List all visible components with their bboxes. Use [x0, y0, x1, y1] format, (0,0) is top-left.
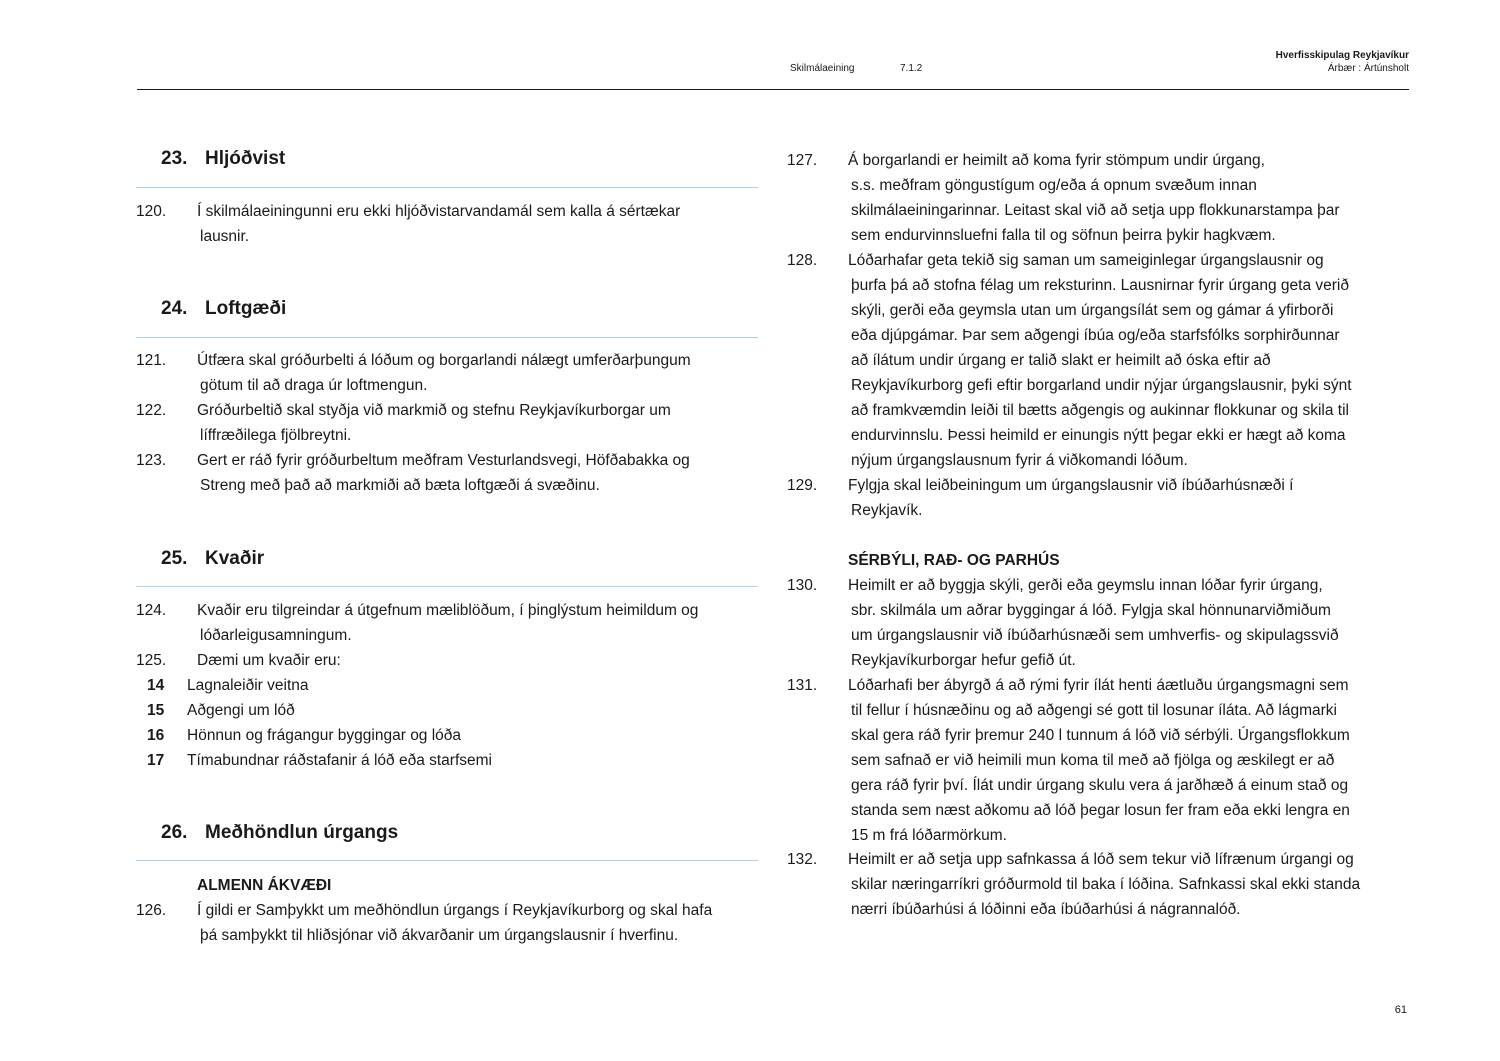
paragraph-line: gera ráð fyrir því. Ílát undir úrgang skulu vera á jarðhæð á einum stað og [851, 777, 1349, 794]
paragraph-line: nýjum úrgangslausnum fyrir á viðkomandi lóðum. [851, 452, 1188, 469]
list-item-text: Lagnaleiðir veitna [187, 677, 309, 694]
section-number: 25. [161, 548, 188, 569]
paragraph-number: 121. [136, 352, 167, 369]
header-doc-subtitle: Árbær : Ártúnsholt [1327, 63, 1409, 74]
paragraph-line: skilmálaeiningarinnar. Leitast skal við að setja upp flokkunarstampa þar [851, 202, 1340, 219]
section-rule [136, 860, 758, 861]
paragraph-number: 130. [787, 577, 818, 594]
paragraph-line: nærri íbúðarhúsi á lóðinni eða íbúðarhúsi á nágrannalóð. [851, 901, 1241, 918]
paragraph-number: 123. [136, 452, 167, 469]
header-divider [137, 89, 1409, 90]
paragraph-number: 132. [787, 851, 818, 868]
paragraph-line: sbr. skilmála um aðrar byggingar á lóð. Fylgja skal hönnunarviðmiðum [851, 602, 1331, 619]
section-number: 26. [161, 822, 188, 843]
section-rule [136, 337, 758, 338]
paragraph-number: 120. [136, 203, 167, 220]
paragraph-line: Heimilt er að byggja skýli, gerði eða geymslu innan lóðar fyrir úrgang, [848, 577, 1323, 594]
paragraph-line: sem safnað er við heimili mun koma til með að fjölga og æskilegt er að [851, 752, 1335, 769]
paragraph-line: þá samþykkt til hliðsjónar við ákvarðanir um úrgangslausnir í hverfinu. [200, 927, 679, 944]
page-number: 61 [1394, 1004, 1407, 1016]
paragraph-line: skal gera ráð fyrir þremur 240 l tunnum á lóð við sérbýli. Úrgangsflokkum [851, 727, 1350, 744]
paragraph-number: 127. [787, 152, 818, 169]
paragraph-line: endurvinnslu. Þessi heimild er einungis nýtt þegar ekki er hægt að koma [851, 427, 1346, 444]
section-heading-25 [161, 548, 264, 570]
paragraph-line: Dæmi um kvaðir eru: [197, 652, 341, 669]
paragraph-line: eða djúpgámar. Þar sem aðgengi íbúa og/eða starfsfólks sorphirðunnar [851, 327, 1340, 344]
paragraph-line: Gróðurbeltið skal styðja við markmið og stefnu Reykjavíkurborgar um [197, 402, 671, 419]
paragraph-line: Lóðarhafi ber ábyrgð á að rými fyrir ílát henti áætluðu úrgangsmagni sem [848, 677, 1349, 694]
paragraph-line: s.s. meðfram göngustígum og/eða á opnum svæðum innan [851, 177, 1257, 194]
paragraph-number: 122. [136, 402, 167, 419]
section-number: 23. [161, 148, 188, 169]
section-title: Meðhöndlun úrgangs [205, 822, 399, 843]
section-title: Loftgæði [205, 298, 287, 319]
paragraph-line: líffræðilega fjölbreytni. [200, 427, 352, 444]
paragraph-line: Í skilmálaeiningunni eru ekki hljóðvistarvandamál sem kalla á sértækar [197, 203, 681, 220]
paragraph-line: Kvaðir eru tilgreindar á útgefnum mæliblöðum, í þinglýstum heimildum og [197, 602, 699, 619]
section-title: Kvaðir [205, 548, 265, 569]
header-section-code: 7.1.2 [900, 63, 923, 74]
section-title: Hljóðvist [205, 148, 286, 169]
paragraph-line: Streng með það að markmiði að bæta loftgæði á svæðinu. [200, 477, 600, 494]
paragraph-line: þurfa þá að stofna félag um reksturinn. Lausnirnar fyrir úrgang geta verið [851, 277, 1349, 294]
paragraph-line: Gert er ráð fyrir gróðurbeltum meðfram Vesturlandsvegi, Höfðabakka og [197, 452, 690, 469]
paragraph-line: 15 m frá lóðarmörkum. [851, 827, 1007, 844]
paragraph-line: til fellur í húsnæðinu og að aðgengi sé gott til losunar íláta. Að lágmarki [851, 702, 1337, 719]
header-doc-title: Hverfisskipulag Reykjavíkur [1275, 50, 1409, 61]
paragraph-line: skilar næringarríkri gróðurmold til baka í lóðina. Safnkassi skal ekki standa [851, 876, 1361, 893]
section-heading-24 [161, 298, 286, 320]
header-section-label: Skilmálaeining [790, 63, 855, 74]
paragraph-line: Útfæra skal gróðurbelti á lóðum og borgarlandi nálægt umferðarþungum [197, 352, 691, 369]
paragraph-line: Í gildi er Samþykkt um meðhöndlun úrgangs í Reykjavíkurborg og skal hafa [197, 902, 713, 919]
paragraph-line: lóðarleigusamningum. [200, 627, 352, 644]
paragraph-line: götum til að draga úr loftmengun. [200, 377, 428, 394]
paragraph-line: Reykjavík. [851, 502, 923, 519]
paragraph-number: 125. [136, 652, 167, 669]
paragraph-number: 126. [136, 902, 167, 919]
paragraph-number: 124. [136, 602, 167, 619]
section-heading-23 [161, 148, 285, 170]
list-item-number: 14 [147, 677, 165, 694]
paragraph-line: lausnir. [200, 228, 250, 245]
paragraph-line: Á borgarlandi er heimilt að koma fyrir stömpum undir úrgang, [848, 152, 1265, 169]
paragraph-number: 128. [787, 252, 818, 269]
paragraph-line: standa sem næst aðkomu að lóð þegar losun fer fram eða ekki lengra en [851, 802, 1350, 819]
paragraph-number: 131. [787, 677, 818, 694]
paragraph-line: Fylgja skal leiðbeiningum um úrgangslausnir við íbúðarhúsnæði í [848, 477, 1294, 494]
list-item-text: Tímabundnar ráðstafanir á lóð eða starfsemi [187, 752, 492, 769]
paragraph-line: um úrgangslausnir við íbúðarhúsnæði sem umhverfis- og skipulagssvið [851, 627, 1339, 644]
paragraph-line: að ílátum undir úrgang er talið slakt er heimilt að óska eftir að [851, 352, 1271, 369]
paragraph-line: Reykjavíkurborg gefi eftir borgarland undir nýjar úrgangslausnir, þyki sýnt [851, 377, 1352, 394]
list-item-text: Aðgengi um lóð [187, 702, 295, 719]
paragraph-line: skýli, gerði eða geymsla utan um úrgangsílát sem og gámar á yfirborði [851, 302, 1334, 319]
subheading-almenn: ALMENN ÁKVÆÐI [197, 877, 332, 894]
paragraph-line: Lóðarhafar geta tekið sig saman um sameiginlegar úrgangslausnir og [848, 252, 1324, 269]
paragraph-line: Heimilt er að setja upp safnkassa á lóð sem tekur við lífrænum úrgangi og [848, 851, 1354, 868]
list-item-number: 16 [147, 727, 165, 744]
paragraph-line: að framkvæmdin leiði til bætts aðgengis og aukinnar flokkunar og skila til [851, 402, 1349, 419]
subheading-serbyli: SÉRBÝLI, RAÐ- OG PARHÚS [848, 552, 1060, 569]
paragraph-line: sem endurvinnsluefni falla til og söfnun þeirra þykir hagkvæm. [851, 227, 1276, 244]
section-rule [136, 586, 758, 587]
list-item-number: 15 [147, 702, 165, 719]
paragraph-line: Reykjavíkurborgar hefur gefið út. [851, 652, 1076, 669]
section-heading-26 [161, 822, 398, 844]
paragraph-number: 129. [787, 477, 818, 494]
list-item-number: 17 [147, 752, 165, 769]
list-item-text: Hönnun og frágangur byggingar og lóða [187, 727, 462, 744]
section-number: 24. [161, 298, 188, 319]
section-rule [136, 187, 758, 188]
